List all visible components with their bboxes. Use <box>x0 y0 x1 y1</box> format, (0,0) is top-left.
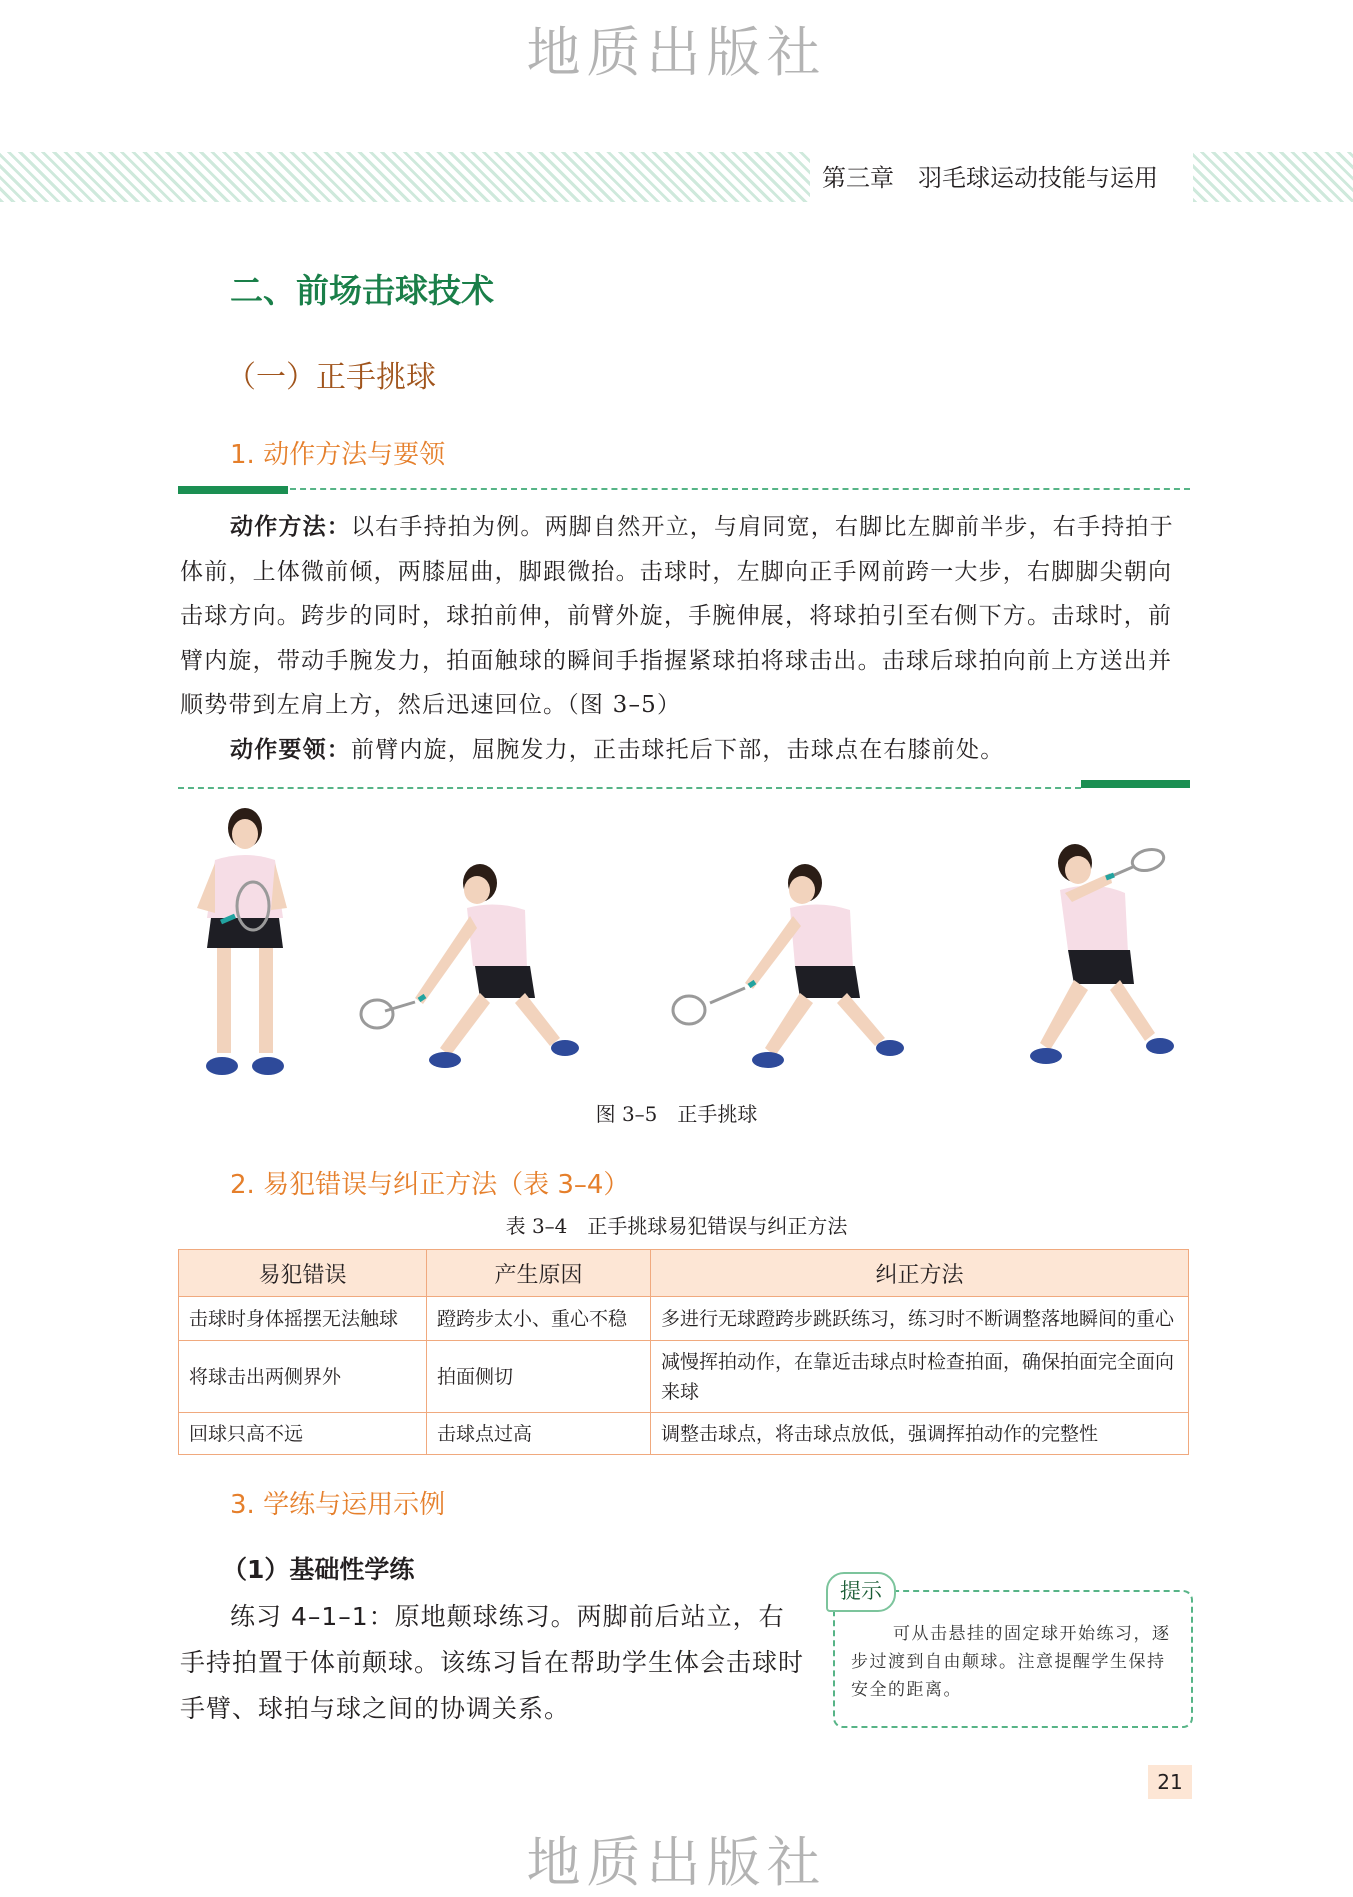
table-row <box>179 1413 1189 1455</box>
section-title: 二、前场击球技术 <box>230 271 494 310</box>
method-text: 以右手持拍为例。两脚自然开立，与肩同宽，右脚比左脚前半步，右手持拍于体前，上体微前倾，两膝屈曲，脚跟微抬。击球时，左脚向正手网前跨一大步，右脚脚尖朝向击球方向。跨步的同时，球拍前伸，前臂外旋，手腕伸展，将球拍引至右侧下方。击球时，前臂内旋，带动手腕发力，拍面触球的瞬间手指握紧球拍将球击出。击球后球拍向前上方送出并顺势带到左肩上方，然后迅速回位。（图 3–5） <box>180 514 1174 718</box>
table-cell: 拍面侧切 <box>427 1341 651 1413</box>
errors-table <box>178 1249 1189 1455</box>
exercise-label: 练习 4–1–1：原地颠球练习。 <box>230 1602 577 1631</box>
table-cell: 调整击球点，将击球点放低，强调挥拍动作的完整性 <box>651 1413 1189 1455</box>
divider-accent-bottom <box>1081 780 1190 788</box>
header-band <box>0 152 810 202</box>
essentials-text: 前臂内旋，屈腕发力，正击球托后下部，击球点在右膝前处。 <box>351 736 1005 763</box>
figure-pose-1 <box>175 798 315 1088</box>
figure-pose-2 <box>355 798 595 1088</box>
table-header-row <box>179 1250 1189 1297</box>
figure-pose-4 <box>1020 798 1190 1088</box>
table-cell: 击球点过高 <box>427 1413 651 1455</box>
tip-text: 可从击悬挂的固定球开始练习，逐步过渡到自由颠球。注意提醒学生保持安全的距离。 <box>851 1624 1171 1700</box>
method-label: 动作方法： <box>230 514 351 540</box>
tip-text-container <box>851 1620 1177 1704</box>
basic-practice-title: （1）基础性学练 <box>222 1555 415 1584</box>
figure-pose-3 <box>665 798 915 1088</box>
divider-top <box>290 488 1190 490</box>
divider-accent-top <box>178 486 288 494</box>
heading-errors: 2. 易犯错误与纠正方法（表 3–4） <box>230 1170 630 1200</box>
exercise-paragraph <box>180 1594 810 1732</box>
table-header-cell: 易犯错误 <box>179 1250 427 1297</box>
table-cell: 回球只高不远 <box>179 1413 427 1455</box>
watermark-top: 地质出版社 <box>526 21 827 84</box>
header-band-right <box>1193 152 1353 202</box>
table-cell: 将球击出两侧界外 <box>179 1341 427 1413</box>
table-row <box>179 1297 1189 1341</box>
subsection-title: （一）正手挑球 <box>226 360 436 395</box>
table-cell: 多进行无球蹬跨步跳跃练习，练习时不断调整落地瞬间的重心 <box>651 1297 1189 1341</box>
heading-method: 1. 动作方法与要领 <box>230 440 446 470</box>
table-header-cell: 纠正方法 <box>651 1250 1189 1297</box>
watermark-bottom: 地质出版社 <box>526 1831 827 1894</box>
table-cell: 减慢挥拍动作，在靠近击球点时检查拍面，确保拍面完全面向来球 <box>651 1341 1189 1413</box>
heading-practice: 3. 学练与运用示例 <box>230 1490 446 1520</box>
table-cell: 击球时身体摇摆无法触球 <box>179 1297 427 1341</box>
table-row <box>179 1341 1189 1413</box>
tip-label: 提示 <box>826 1572 896 1612</box>
method-paragraph <box>180 505 1190 772</box>
chapter-title: 第三章 羽毛球运动技能与运用 <box>822 164 1158 192</box>
table-caption: 表 3–4 正手挑球易犯错误与纠正方法 <box>505 1214 848 1238</box>
divider-bottom <box>178 787 1081 789</box>
table-cell: 蹬跨步太小、重心不稳 <box>427 1297 651 1341</box>
figure-caption: 图 3–5 正手挑球 <box>595 1102 758 1126</box>
exercise-text: 两脚前后站立，右手持拍置于体前颠球。该练习旨在帮助学生体会击球时手臂、球拍与球之间的协调关系。 <box>180 1602 805 1723</box>
page-number: 21 <box>1148 1765 1192 1799</box>
table-header-cell: 产生原因 <box>427 1250 651 1297</box>
essentials-label: 动作要领： <box>230 736 351 763</box>
